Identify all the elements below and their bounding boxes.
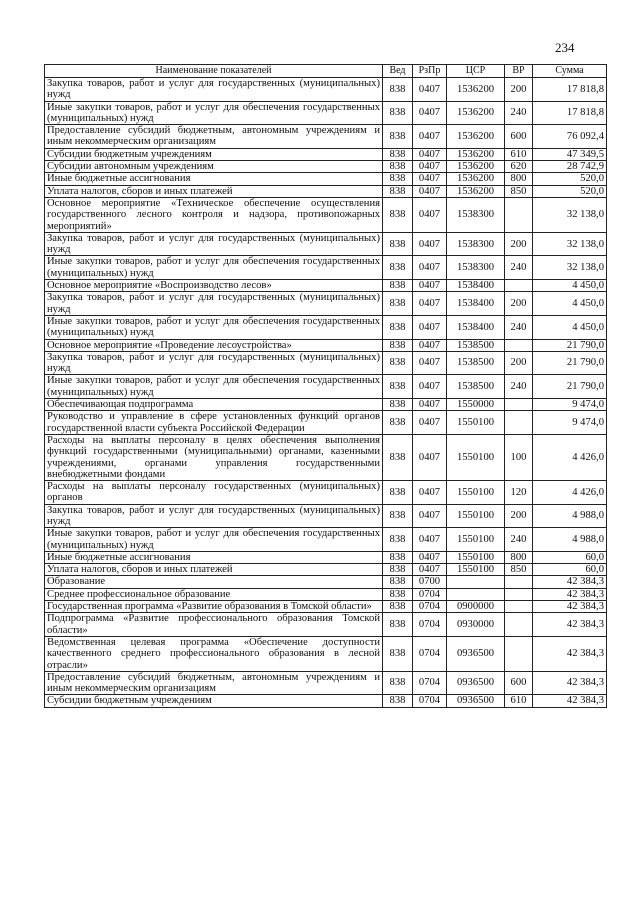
row-vr-cell: 610 <box>505 695 533 707</box>
row-sum-cell: 42 384,3 <box>533 601 607 613</box>
row-rzpr-cell: 0407 <box>413 434 447 480</box>
table-row <box>45 78 607 102</box>
table-row <box>45 564 607 576</box>
table-body <box>45 78 607 708</box>
row-vr-cell <box>505 280 533 292</box>
row-name-cell: Иные бюджетные ассигнования <box>45 173 383 185</box>
row-name-cell: Расходы на выплаты персоналу в целях обеспечения выполнения функций государственными (муниципальными) органами, казенными учреждениями, органами управления государственными внебюджетными фондами <box>45 434 383 480</box>
row-ved-cell: 838 <box>383 256 413 280</box>
row-rzpr-cell: 0704 <box>413 695 447 707</box>
row-vr-cell: 600 <box>505 671 533 695</box>
row-sum-cell: 28 742,9 <box>533 161 607 173</box>
row-vr-cell: 200 <box>505 504 533 528</box>
row-csr-cell: 0936500 <box>447 695 505 707</box>
row-vr-cell: 610 <box>505 148 533 160</box>
row-name-cell: Субсидии автономным учреждениям <box>45 161 383 173</box>
table-row <box>45 434 607 480</box>
row-sum-cell: 520,0 <box>533 173 607 185</box>
header-ved: Вед <box>383 65 413 78</box>
row-ved-cell: 838 <box>383 671 413 695</box>
table-row <box>45 315 607 339</box>
row-ved-cell: 838 <box>383 576 413 588</box>
row-csr-cell: 0936500 <box>447 671 505 695</box>
table-row <box>45 292 607 316</box>
row-rzpr-cell: 0407 <box>413 399 447 411</box>
row-ved-cell: 838 <box>383 232 413 256</box>
row-ved-cell: 838 <box>383 197 413 232</box>
row-rzpr-cell: 0704 <box>413 636 447 671</box>
header-rzpr: РзПр <box>413 65 447 78</box>
row-csr-cell: 1550100 <box>447 434 505 480</box>
row-csr-cell: 1538400 <box>447 280 505 292</box>
row-ved-cell: 838 <box>383 375 413 399</box>
row-sum-cell: 42 384,3 <box>533 613 607 637</box>
row-csr-cell: 1536200 <box>447 78 505 102</box>
row-csr-cell: 1538300 <box>447 197 505 232</box>
table-header-row <box>45 65 607 78</box>
row-vr-cell: 240 <box>505 256 533 280</box>
row-name-cell: Иные закупки товаров, работ и услуг для обеспечения государственных (муниципальных) нужд <box>45 315 383 339</box>
row-name-cell: Закупка товаров, работ и услуг для государственных (муниципальных) нужд <box>45 504 383 528</box>
row-ved-cell: 838 <box>383 695 413 707</box>
table-row <box>45 411 607 435</box>
row-ved-cell: 838 <box>383 292 413 316</box>
row-rzpr-cell: 0407 <box>413 78 447 102</box>
row-ved-cell: 838 <box>383 185 413 197</box>
row-vr-cell: 120 <box>505 481 533 505</box>
row-rzpr-cell: 0704 <box>413 671 447 695</box>
row-csr-cell: 1536200 <box>447 173 505 185</box>
row-vr-cell: 850 <box>505 185 533 197</box>
table-row <box>45 173 607 185</box>
table-row <box>45 576 607 588</box>
table-row <box>45 125 607 149</box>
row-name-cell: Закупка товаров, работ и услуг для государственных (муниципальных) нужд <box>45 232 383 256</box>
row-ved-cell: 838 <box>383 636 413 671</box>
row-vr-cell <box>505 399 533 411</box>
table-row <box>45 636 607 671</box>
header-csr: ЦСР <box>447 65 505 78</box>
row-csr-cell: 1538500 <box>447 339 505 351</box>
row-csr-cell: 1536200 <box>447 101 505 125</box>
page-number: 234 <box>555 40 575 55</box>
row-sum-cell: 4 450,0 <box>533 315 607 339</box>
row-rzpr-cell: 0407 <box>413 292 447 316</box>
row-vr-cell <box>505 411 533 435</box>
row-csr-cell: 1536200 <box>447 185 505 197</box>
table-row <box>45 232 607 256</box>
row-sum-cell: 9 474,0 <box>533 411 607 435</box>
row-name-cell: Среднее профессиональное образование <box>45 588 383 600</box>
row-rzpr-cell: 0407 <box>413 564 447 576</box>
row-sum-cell: 520,0 <box>533 185 607 197</box>
row-vr-cell <box>505 601 533 613</box>
row-rzpr-cell: 0704 <box>413 588 447 600</box>
row-rzpr-cell: 0407 <box>413 232 447 256</box>
table-row <box>45 588 607 600</box>
header-vr: ВР <box>505 65 533 78</box>
row-csr-cell <box>447 576 505 588</box>
row-vr-cell: 600 <box>505 125 533 149</box>
row-rzpr-cell: 0704 <box>413 601 447 613</box>
table-row <box>45 148 607 160</box>
header-name: Наименование показателей <box>45 65 383 78</box>
row-ved-cell: 838 <box>383 399 413 411</box>
row-rzpr-cell: 0407 <box>413 185 447 197</box>
row-name-cell: Уплата налогов, сборов и иных платежей <box>45 185 383 197</box>
row-name-cell: Основное мероприятие «Воспроизводство лесов» <box>45 280 383 292</box>
row-ved-cell: 838 <box>383 411 413 435</box>
row-sum-cell: 32 138,0 <box>533 256 607 280</box>
row-sum-cell: 17 818,8 <box>533 101 607 125</box>
row-name-cell: Подпрограмма «Развитие профессионального образования Томской области» <box>45 613 383 637</box>
row-name-cell: Уплата налогов, сборов и иных платежей <box>45 564 383 576</box>
row-name-cell: Образование <box>45 576 383 588</box>
row-ved-cell: 838 <box>383 504 413 528</box>
row-ved-cell: 838 <box>383 351 413 375</box>
budget-table <box>44 64 607 708</box>
row-ved-cell: 838 <box>383 481 413 505</box>
row-name-cell: Основное мероприятие «Проведение лесоустройства» <box>45 339 383 351</box>
row-csr-cell: 1538400 <box>447 315 505 339</box>
row-name-cell: Предоставление субсидий бюджетным, автономным учреждениям и иным некоммерческим организациям <box>45 125 383 149</box>
row-sum-cell: 4 426,0 <box>533 434 607 480</box>
table-row <box>45 197 607 232</box>
row-sum-cell: 42 384,3 <box>533 695 607 707</box>
row-vr-cell: 200 <box>505 292 533 316</box>
row-vr-cell <box>505 636 533 671</box>
row-sum-cell: 47 349,5 <box>533 148 607 160</box>
row-csr-cell: 1536200 <box>447 125 505 149</box>
row-ved-cell: 838 <box>383 551 413 563</box>
table-row <box>45 351 607 375</box>
row-name-cell: Субсидии бюджетным учреждениям <box>45 148 383 160</box>
row-vr-cell <box>505 613 533 637</box>
row-sum-cell: 42 384,3 <box>533 588 607 600</box>
table-row <box>45 101 607 125</box>
row-vr-cell: 850 <box>505 564 533 576</box>
row-csr-cell: 1538500 <box>447 375 505 399</box>
row-vr-cell <box>505 576 533 588</box>
row-sum-cell: 21 790,0 <box>533 375 607 399</box>
row-rzpr-cell: 0407 <box>413 161 447 173</box>
table-row <box>45 185 607 197</box>
row-name-cell: Иные бюджетные ассигнования <box>45 551 383 563</box>
table-row <box>45 528 607 552</box>
row-ved-cell: 838 <box>383 173 413 185</box>
row-name-cell: Государственная программа «Развитие образования в Томской области» <box>45 601 383 613</box>
row-csr-cell: 1550100 <box>447 481 505 505</box>
row-ved-cell: 838 <box>383 564 413 576</box>
row-ved-cell: 838 <box>383 588 413 600</box>
row-csr-cell: 1538300 <box>447 256 505 280</box>
row-ved-cell: 838 <box>383 161 413 173</box>
row-name-cell: Закупка товаров, работ и услуг для государственных (муниципальных) нужд <box>45 351 383 375</box>
row-sum-cell: 32 138,0 <box>533 232 607 256</box>
row-rzpr-cell: 0407 <box>413 101 447 125</box>
row-csr-cell: 1550100 <box>447 411 505 435</box>
row-name-cell: Иные закупки товаров, работ и услуг для обеспечения государственных (муниципальных) нужд <box>45 256 383 280</box>
row-vr-cell <box>505 197 533 232</box>
row-ved-cell: 838 <box>383 601 413 613</box>
row-vr-cell: 100 <box>505 434 533 480</box>
row-rzpr-cell: 0407 <box>413 256 447 280</box>
row-ved-cell: 838 <box>383 280 413 292</box>
table-row <box>45 339 607 351</box>
row-sum-cell: 32 138,0 <box>533 197 607 232</box>
row-rzpr-cell: 0407 <box>413 339 447 351</box>
row-name-cell: Основное мероприятие «Техническое обеспечение осуществления государственного лесного контроля и надзора, противопожарных мероприятий» <box>45 197 383 232</box>
table-row <box>45 161 607 173</box>
row-csr-cell: 1550100 <box>447 551 505 563</box>
table-row <box>45 504 607 528</box>
row-csr-cell: 1550100 <box>447 528 505 552</box>
row-csr-cell: 1550000 <box>447 399 505 411</box>
row-rzpr-cell: 0407 <box>413 551 447 563</box>
row-csr-cell: 1538500 <box>447 351 505 375</box>
row-sum-cell: 17 818,8 <box>533 78 607 102</box>
table-row <box>45 613 607 637</box>
row-vr-cell: 200 <box>505 232 533 256</box>
row-vr-cell: 240 <box>505 375 533 399</box>
row-name-cell: Иные закупки товаров, работ и услуг для обеспечения государственных (муниципальных) нужд <box>45 528 383 552</box>
row-sum-cell: 21 790,0 <box>533 339 607 351</box>
row-rzpr-cell: 0407 <box>413 197 447 232</box>
row-vr-cell: 200 <box>505 78 533 102</box>
row-sum-cell: 42 384,3 <box>533 671 607 695</box>
row-name-cell: Руководство и управление в сфере установленных функций органов государственной власти субъекта Российской Федерации <box>45 411 383 435</box>
row-sum-cell: 4 450,0 <box>533 292 607 316</box>
row-ved-cell: 838 <box>383 613 413 637</box>
row-sum-cell: 4 988,0 <box>533 528 607 552</box>
row-sum-cell: 42 384,3 <box>533 576 607 588</box>
row-rzpr-cell: 0407 <box>413 351 447 375</box>
row-ved-cell: 838 <box>383 528 413 552</box>
table-row <box>45 256 607 280</box>
table-row <box>45 695 607 707</box>
table-row <box>45 375 607 399</box>
table-row <box>45 280 607 292</box>
row-rzpr-cell: 0407 <box>413 411 447 435</box>
row-sum-cell: 4 426,0 <box>533 481 607 505</box>
row-sum-cell: 60,0 <box>533 564 607 576</box>
row-ved-cell: 838 <box>383 315 413 339</box>
row-csr-cell: 0936500 <box>447 636 505 671</box>
row-name-cell: Обеспечивающая подпрограмма <box>45 399 383 411</box>
row-rzpr-cell: 0407 <box>413 504 447 528</box>
row-sum-cell: 60,0 <box>533 551 607 563</box>
row-rzpr-cell: 0704 <box>413 613 447 637</box>
row-vr-cell: 620 <box>505 161 533 173</box>
table-row <box>45 671 607 695</box>
row-sum-cell: 76 092,4 <box>533 125 607 149</box>
row-vr-cell: 240 <box>505 528 533 552</box>
row-sum-cell: 4 450,0 <box>533 280 607 292</box>
row-vr-cell <box>505 588 533 600</box>
row-ved-cell: 838 <box>383 125 413 149</box>
row-csr-cell: 1550100 <box>447 564 505 576</box>
row-csr-cell: 1536200 <box>447 161 505 173</box>
row-csr-cell: 1538300 <box>447 232 505 256</box>
row-name-cell: Закупка товаров, работ и услуг для государственных (муниципальных) нужд <box>45 78 383 102</box>
row-sum-cell: 4 988,0 <box>533 504 607 528</box>
row-ved-cell: 838 <box>383 434 413 480</box>
table-row <box>45 481 607 505</box>
row-vr-cell: 200 <box>505 351 533 375</box>
row-rzpr-cell: 0407 <box>413 481 447 505</box>
row-rzpr-cell: 0407 <box>413 125 447 149</box>
row-rzpr-cell: 0700 <box>413 576 447 588</box>
row-name-cell: Иные закупки товаров, работ и услуг для обеспечения государственных (муниципальных) нужд <box>45 101 383 125</box>
row-ved-cell: 838 <box>383 339 413 351</box>
row-vr-cell: 240 <box>505 315 533 339</box>
row-vr-cell: 800 <box>505 551 533 563</box>
row-sum-cell: 9 474,0 <box>533 399 607 411</box>
row-csr-cell: 1550100 <box>447 504 505 528</box>
row-name-cell: Расходы на выплаты персоналу государственных (муниципальных) органов <box>45 481 383 505</box>
row-name-cell: Ведомственная целевая программа «Обеспечение доступности качественного среднего профессионального образования в лесной отрасли» <box>45 636 383 671</box>
table-row <box>45 551 607 563</box>
row-sum-cell: 21 790,0 <box>533 351 607 375</box>
row-sum-cell: 42 384,3 <box>533 636 607 671</box>
row-csr-cell <box>447 588 505 600</box>
row-csr-cell: 1538400 <box>447 292 505 316</box>
row-name-cell: Иные закупки товаров, работ и услуг для обеспечения государственных (муниципальных) нужд <box>45 375 383 399</box>
row-vr-cell: 240 <box>505 101 533 125</box>
row-csr-cell: 0900000 <box>447 601 505 613</box>
header-sum: Сумма <box>533 65 607 78</box>
row-rzpr-cell: 0407 <box>413 280 447 292</box>
row-vr-cell: 800 <box>505 173 533 185</box>
row-rzpr-cell: 0407 <box>413 528 447 552</box>
row-ved-cell: 838 <box>383 148 413 160</box>
row-rzpr-cell: 0407 <box>413 315 447 339</box>
row-rzpr-cell: 0407 <box>413 148 447 160</box>
table-row <box>45 399 607 411</box>
row-rzpr-cell: 0407 <box>413 173 447 185</box>
row-csr-cell: 1536200 <box>447 148 505 160</box>
row-name-cell: Закупка товаров, работ и услуг для государственных (муниципальных) нужд <box>45 292 383 316</box>
row-rzpr-cell: 0407 <box>413 375 447 399</box>
table-row <box>45 601 607 613</box>
row-name-cell: Предоставление субсидий бюджетным, автономным учреждениям и иным некоммерческим организациям <box>45 671 383 695</box>
row-ved-cell: 838 <box>383 101 413 125</box>
row-name-cell: Субсидии бюджетным учреждениям <box>45 695 383 707</box>
row-vr-cell <box>505 339 533 351</box>
row-ved-cell: 838 <box>383 78 413 102</box>
row-csr-cell: 0930000 <box>447 613 505 637</box>
